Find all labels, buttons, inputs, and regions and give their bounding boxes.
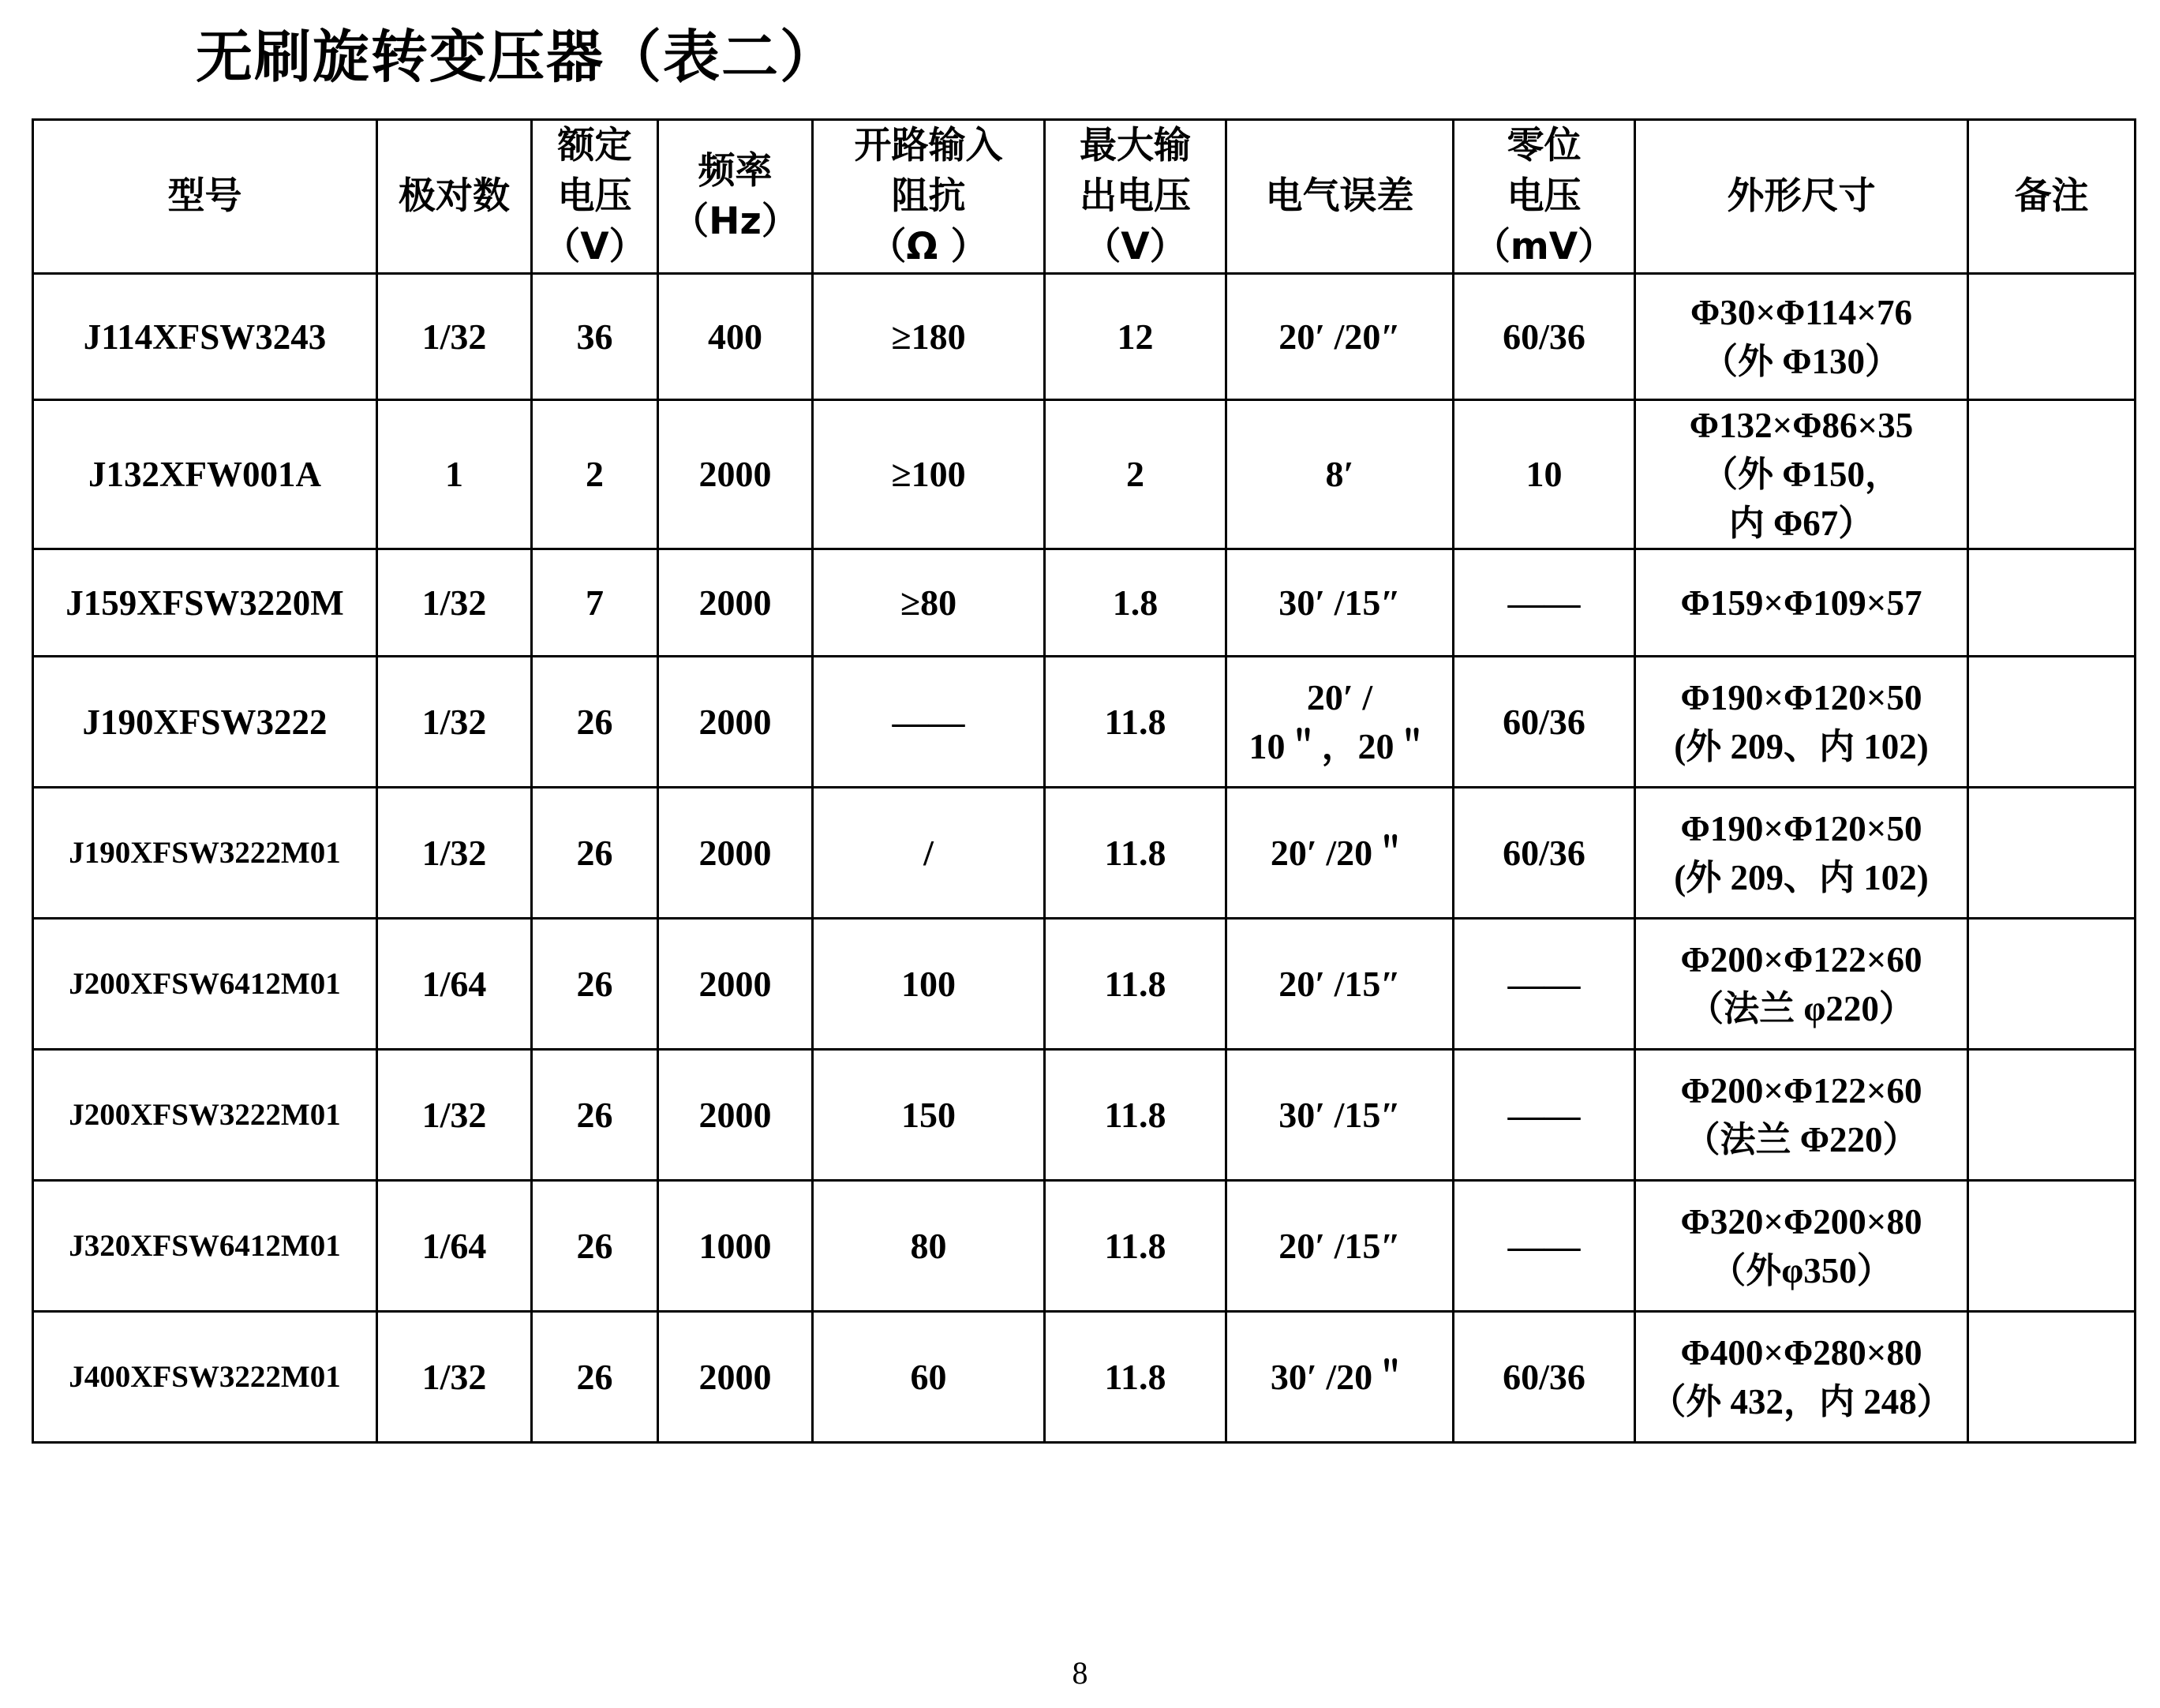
cell-electrical-error [1226, 400, 1454, 549]
cell-electrical-error-line: 20′ /15″ [1278, 963, 1401, 1004]
cell-dimensions [1635, 400, 1968, 549]
cell-null-voltage: —— [1454, 549, 1635, 657]
column-header-line: 额定 [557, 124, 632, 167]
cell-max-output: 11.8 [1045, 1050, 1226, 1181]
column-header-open-circuit-input-impedance [813, 120, 1045, 274]
cell-rated-voltage: 26 [532, 919, 658, 1050]
cell-electrical-error [1226, 274, 1454, 400]
cell-impedance: 150 [813, 1050, 1045, 1181]
cell-rated-voltage: 2 [532, 400, 658, 549]
table-row [33, 1181, 2136, 1312]
cell-null-voltage: 10 [1454, 400, 1635, 549]
cell-null-voltage: —— [1454, 919, 1635, 1050]
cell-impedance: —— [813, 657, 1045, 788]
cell-dimensions-line: （外 Φ130） [1701, 341, 1901, 381]
cell-pole-pairs: 1/64 [377, 919, 532, 1050]
cell-pole-pairs: 1 [377, 400, 532, 549]
cell-max-output: 1.8 [1045, 549, 1226, 657]
cell-remarks [1968, 657, 2136, 788]
cell-frequency: 2000 [658, 549, 813, 657]
cell-model: J200XFSW3222M01 [33, 1050, 377, 1181]
cell-pole-pairs: 1/32 [377, 274, 532, 400]
cell-remarks [1968, 1312, 2136, 1443]
cell-dimensions-line: (外 209、内 102) [1674, 726, 1929, 766]
column-header-electrical-error [1226, 120, 1454, 274]
cell-dimensions [1635, 1050, 1968, 1181]
cell-model: J200XFSW6412M01 [33, 919, 377, 1050]
cell-dimensions-line: Φ320×Φ200×80 [1680, 1201, 1922, 1242]
column-header-remarks [1968, 120, 2136, 274]
cell-frequency: 1000 [658, 1181, 813, 1312]
column-header-line: 最大输 [1080, 124, 1191, 167]
cell-dimensions-line: Φ200×Φ122×60 [1680, 939, 1922, 979]
cell-rated-voltage: 36 [532, 274, 658, 400]
cell-dimensions-line: （法兰 Φ220） [1684, 1119, 1919, 1159]
cell-remarks [1968, 1050, 2136, 1181]
column-header-line: 零位 [1507, 124, 1582, 167]
cell-remarks [1968, 400, 2136, 549]
cell-dimensions-line: Φ159×Φ109×57 [1680, 582, 1922, 623]
cell-null-voltage: —— [1454, 1050, 1635, 1181]
cell-electrical-error-line: 20′ /20″ [1278, 316, 1401, 357]
cell-electrical-error [1226, 1181, 1454, 1312]
cell-dimensions-line: （外 432，内 248） [1650, 1381, 1952, 1421]
column-header-line: 阻抗 [891, 174, 966, 218]
cell-frequency: 2000 [658, 1312, 813, 1443]
column-header-line: （mV） [1473, 225, 1615, 268]
table-row [33, 788, 2136, 919]
cell-model: J132XFW001A [33, 400, 377, 549]
cell-electrical-error [1226, 1050, 1454, 1181]
table-row [33, 549, 2136, 657]
cell-electrical-error [1226, 788, 1454, 919]
cell-electrical-error-line: 20′ / [1306, 676, 1373, 717]
cell-max-output: 12 [1045, 274, 1226, 400]
cell-electrical-error-line: 30′ /15″ [1278, 1094, 1401, 1135]
cell-rated-voltage: 26 [532, 788, 658, 919]
column-header-frequency [658, 120, 813, 274]
column-header-rated-voltage [532, 120, 658, 274]
column-header-line: 型号 [167, 174, 242, 218]
table-body [33, 274, 2136, 1443]
column-header-line: 极对数 [399, 174, 510, 218]
cell-dimensions-line: Φ400×Φ280×80 [1680, 1332, 1922, 1373]
spec-table [32, 118, 2136, 1444]
cell-impedance: 60 [813, 1312, 1045, 1443]
cell-impedance: 100 [813, 919, 1045, 1050]
column-header-line: 电压 [557, 174, 632, 218]
column-header-line: （V） [543, 225, 646, 268]
cell-electrical-error-line: 30′ /20＂ [1270, 1356, 1409, 1397]
cell-rated-voltage: 26 [532, 1050, 658, 1181]
cell-electrical-error [1226, 919, 1454, 1050]
cell-remarks [1968, 919, 2136, 1050]
column-header-line: 出电压 [1080, 174, 1191, 218]
cell-dimensions [1635, 788, 1968, 919]
cell-dimensions [1635, 1312, 1968, 1443]
column-header-line: 电压 [1507, 174, 1582, 218]
cell-pole-pairs: 1/32 [377, 1312, 532, 1443]
column-header-line: 备注 [2014, 174, 2089, 218]
cell-dimensions-line: （法兰 φ220） [1688, 988, 1915, 1028]
cell-null-voltage: 60/36 [1454, 1312, 1635, 1443]
cell-frequency: 2000 [658, 657, 813, 788]
cell-rated-voltage: 7 [532, 549, 658, 657]
cell-dimensions-line: Φ190×Φ120×50 [1680, 808, 1922, 848]
cell-impedance: ≥80 [813, 549, 1045, 657]
cell-impedance: ≥100 [813, 400, 1045, 549]
cell-dimensions [1635, 274, 1968, 400]
cell-frequency: 2000 [658, 788, 813, 919]
column-header-line: 外形尺寸 [1727, 174, 1876, 218]
cell-rated-voltage: 26 [532, 1181, 658, 1312]
cell-max-output: 11.8 [1045, 788, 1226, 919]
cell-impedance: / [813, 788, 1045, 919]
cell-electrical-error-line: 30′ /15″ [1278, 582, 1401, 623]
cell-model: J190XFSW3222 [33, 657, 377, 788]
cell-electrical-error [1226, 549, 1454, 657]
page-title: 无刷旋转变压器（表二） [196, 24, 839, 90]
cell-max-output: 2 [1045, 400, 1226, 549]
cell-dimensions [1635, 657, 1968, 788]
cell-dimensions [1635, 919, 1968, 1050]
cell-impedance: ≥180 [813, 274, 1045, 400]
cell-pole-pairs: 1/32 [377, 788, 532, 919]
table-row [33, 1312, 2136, 1443]
cell-max-output: 11.8 [1045, 657, 1226, 788]
cell-null-voltage: 60/36 [1454, 788, 1635, 919]
column-header-max-output-voltage [1045, 120, 1226, 274]
cell-null-voltage: 60/36 [1454, 657, 1635, 788]
cell-electrical-error [1226, 657, 1454, 788]
cell-dimensions-line: （外 Φ150， [1701, 455, 1901, 494]
cell-rated-voltage: 26 [532, 1312, 658, 1443]
table-row [33, 1050, 2136, 1181]
cell-dimensions [1635, 549, 1968, 657]
cell-remarks [1968, 1181, 2136, 1312]
cell-pole-pairs: 1/32 [377, 549, 532, 657]
cell-electrical-error [1226, 1312, 1454, 1443]
column-header-line: 电气误差 [1265, 174, 1414, 218]
column-header-line: （V） [1084, 225, 1187, 268]
table-row [33, 274, 2136, 400]
cell-frequency: 2000 [658, 919, 813, 1050]
cell-model: J400XFSW3222M01 [33, 1312, 377, 1443]
cell-rated-voltage: 26 [532, 657, 658, 788]
cell-null-voltage: 60/36 [1454, 274, 1635, 400]
column-header-model [33, 120, 377, 274]
cell-max-output: 11.8 [1045, 1312, 1226, 1443]
cell-dimensions-line: Φ30×Φ114×76 [1690, 292, 1912, 332]
cell-pole-pairs: 1/32 [377, 657, 532, 788]
cell-pole-pairs: 1/64 [377, 1181, 532, 1312]
column-header-pole-pairs [377, 120, 532, 274]
column-header-line: （Hz） [672, 200, 799, 243]
cell-dimensions [1635, 1181, 1968, 1312]
cell-electrical-error-line: 20′ /15″ [1278, 1225, 1401, 1266]
cell-dimensions-line: (外 209、内 102) [1674, 857, 1929, 897]
cell-null-voltage: —— [1454, 1181, 1635, 1312]
cell-model: J190XFSW3222M01 [33, 788, 377, 919]
cell-electrical-error-line: 8′ [1325, 454, 1354, 494]
cell-max-output: 11.8 [1045, 1181, 1226, 1312]
cell-dimensions-line: 内 Φ67） [1728, 504, 1874, 543]
column-header-dimensions [1635, 120, 1968, 274]
column-header-null-voltage [1454, 120, 1635, 274]
cell-dimensions-line: （外φ350） [1710, 1250, 1892, 1290]
cell-remarks [1968, 549, 2136, 657]
column-header-line: 频率 [698, 149, 773, 193]
cell-model: J159XFSW3220M [33, 549, 377, 657]
table-row [33, 400, 2136, 549]
table-row [33, 657, 2136, 788]
cell-electrical-error-line: 10＂，20＂ [1248, 725, 1431, 766]
cell-max-output: 11.8 [1045, 919, 1226, 1050]
page-number: 8 [1072, 1655, 1088, 1691]
table-row [33, 919, 2136, 1050]
cell-impedance: 80 [813, 1181, 1045, 1312]
cell-dimensions-line: Φ190×Φ120×50 [1680, 677, 1922, 717]
cell-model: J320XFSW6412M01 [33, 1181, 377, 1312]
cell-remarks [1968, 274, 2136, 400]
cell-pole-pairs: 1/32 [377, 1050, 532, 1181]
cell-remarks [1968, 788, 2136, 919]
cell-model: J114XFSW3243 [33, 274, 377, 400]
column-header-line: 开路输入 [854, 124, 1003, 167]
cell-frequency: 2000 [658, 400, 813, 549]
column-header-line: （Ω ） [869, 225, 988, 268]
cell-frequency: 400 [658, 274, 813, 400]
cell-dimensions-line: Φ132×Φ86×35 [1689, 406, 1914, 445]
cell-dimensions-line: Φ200×Φ122×60 [1680, 1070, 1922, 1111]
header-row [33, 120, 2136, 274]
cell-frequency: 2000 [658, 1050, 813, 1181]
cell-electrical-error-line: 20′ /20＂ [1270, 832, 1409, 873]
